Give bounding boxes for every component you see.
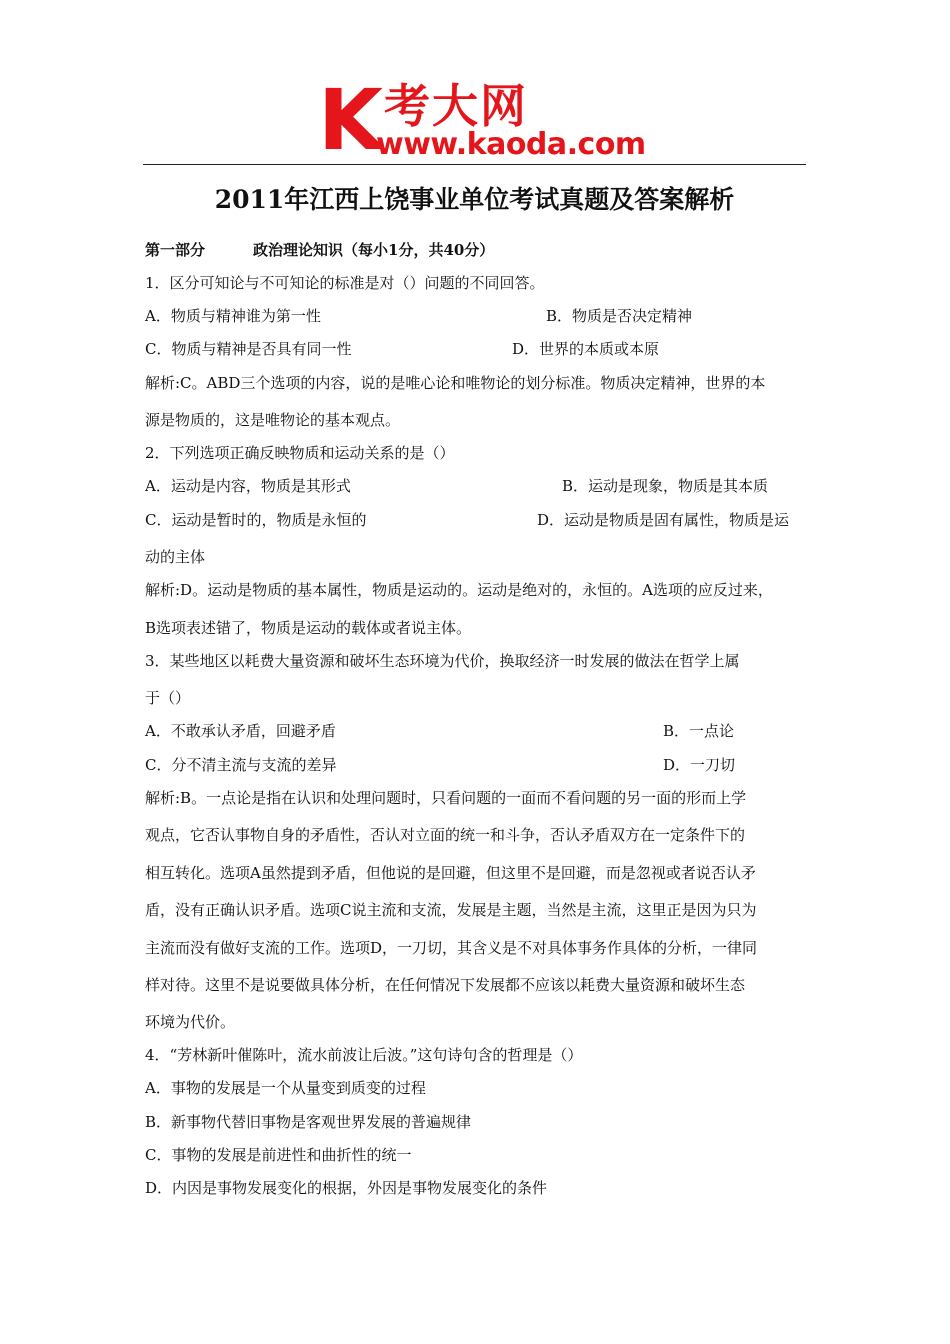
kaoda-logo	[318, 71, 648, 169]
q3-stem-line: 于（）	[145, 689, 191, 707]
q3-option-d: D．一刀切	[663, 756, 736, 774]
q3-option-b: B．一点论	[663, 722, 735, 740]
logo-url: www.kaoda.com	[376, 127, 646, 162]
q1-option-c: C．物质与精神是否具有同一性	[145, 340, 352, 358]
header-rule	[143, 164, 806, 165]
q1-option-d: D．世界的本质或本原	[512, 340, 660, 358]
q2-option-a: A．运动是内容，物质是其形式	[145, 477, 351, 495]
q3-analysis-line: 环境为代价。	[145, 1013, 236, 1031]
q4-option-a: A．事物的发展是一个从量变到质变的过程	[145, 1079, 426, 1097]
q1-analysis-line: 源是物质的，这是唯物论的基本观点。	[145, 411, 401, 429]
section-label: 第一部分	[145, 241, 206, 259]
q1-option-b: B．物质是否决定精神	[546, 307, 693, 325]
logo-name: 考大网	[384, 79, 528, 133]
q4-option-c: C．事物的发展是前进性和曲折性的统一	[145, 1146, 412, 1164]
q3-analysis-line: 观点，它否认事物自身的矛盾性，否认对立面的统一和斗争，否认矛盾双方在一定条件下的	[145, 826, 746, 844]
q2-analysis-line: B选项表述错了，物质是运动的载体或者说主体。	[145, 619, 472, 637]
q3-analysis-line: 样对待。这里不是说要做具体分析，在任何情况下发展都不应该以耗费大量资源和破坏生态	[145, 976, 746, 994]
q3-stem-line: 3．某些地区以耗费大量资源和破坏生态环境为代价，换取经济一时发展的做法在哲学上属	[145, 652, 740, 670]
q2-option-d-continuation: 动的主体	[145, 548, 206, 566]
q2-stem: 2．下列选项正确反映物质和运动关系的是（）	[145, 444, 455, 462]
section-name: 政治理论知识（每小1分，共40分）	[253, 241, 495, 259]
q3-analysis-line: 主流而没有做好支流的工作。选项D，一刀切，其含义是不对具体事务作具体的分析，一律同	[145, 939, 758, 957]
logo-letter: K	[318, 71, 382, 169]
q2-analysis-line: 解析:D。运动是物质的基本属性，物质是运动的。运动是绝对的，永恒的。A选项的应反过来，	[145, 581, 773, 599]
q4-option-b: B．新事物代替旧事物是客观世界发展的普遍规律	[145, 1113, 472, 1131]
q3-analysis-line: 相互转化。选项A虽然提到矛盾，但他说的是回避，但这里不是回避，而是忽视或者说否认矛	[145, 864, 756, 882]
page-title: 2011年江西上饶事业单位考试真题及答案解析	[214, 185, 735, 214]
q1-analysis-line: 解析:C。ABD三个选项的内容，说的是唯心论和唯物论的划分标准。物质决定精神，世界的本	[145, 374, 766, 392]
q3-analysis-line: 盾，没有正确认识矛盾。选项C说主流和支流，发展是主题，当然是主流，这里正是因为只为	[145, 901, 757, 919]
q2-option-c: C．运动是暂时的，物质是永恒的	[145, 511, 367, 529]
q2-option-b: B．运动是现象，物质是其本质	[562, 477, 769, 495]
q3-option-a: A．不敢承认矛盾，回避矛盾	[145, 722, 336, 740]
q1-stem: 1．区分可知论与不可知论的标准是对（）问题的不同回答。	[145, 274, 545, 292]
q3-option-c: C．分不清主流与支流的差异	[145, 756, 337, 774]
q1-option-a: A．物质与精神谁为第一性	[145, 307, 321, 325]
q2-option-d: D．运动是物质是固有属性，物质是运	[537, 511, 790, 529]
q3-analysis-line: 解析:B。一点论是指在认识和处理问题时，只看问题的一面而不看问题的另一面的形而上学	[145, 789, 747, 807]
q4-stem: 4．“芳林新叶催陈叶，流水前波让后波。”这句诗句含的哲理是（）	[145, 1046, 583, 1064]
q4-option-d: D．内因是事物发展变化的根据，外因是事物发展变化的条件	[145, 1179, 548, 1197]
